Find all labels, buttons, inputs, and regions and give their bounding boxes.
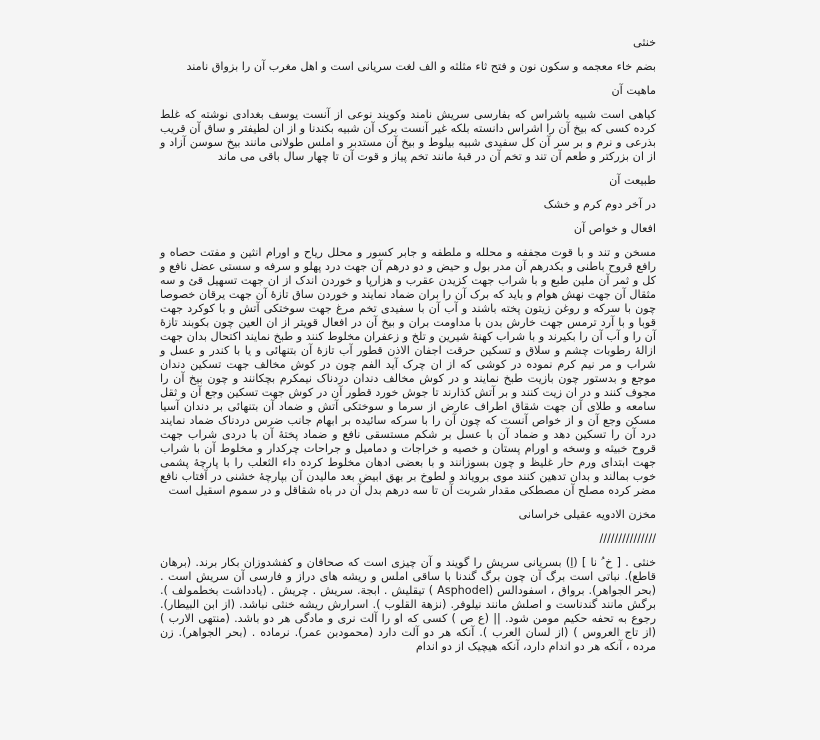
section-heading-temperament: طبیعت آن (609, 174, 656, 187)
separator: /////////////// (599, 532, 656, 545)
section-body-temperament: در آخر دوم کرم و خشک (543, 198, 656, 211)
section-body-properties: مسخن و تند و با قوت مجففه و محلله و ملطفه و جابر کسور و محلل ریاح و اورام انثین و مفتت حصاه و رافع قروح باطنی و بکدرهم آن مدر بول و حیض و دو درهم آن جهت درد پهلو و سرفه و سستی عضل نافع و کل و ثمر آن ملین طبع و با شراب جهت کزیدن عقرب و هزارپا و خوردن اندک از ان جهت تسهیل قئ و سه مثقال آن جهت نهش هوام و باید که برک آن را بران ضماد نمایند و خوردن ساق تازهٔ آن جهت یرقان خصوصا چون با سرکه و روغن زیتون پخته باشند و آب آن با سفیدی تخم مرغ جهت سوختکی آتش و با کوکرد جهت قوبا و با آرد ترمس جهت خارش بدن با مداومت بران و بیخ آن در افعال قویتر از ان العین چون بکوبند تازهٔ آن را و آب آن را بکیرند و با شراب کهنهٔ شیرین و تلخ و زعفران مخلوط کنند و طبخ نمایند اکتحال بدان جهت ازالهٔ رطوبات چشم و سلاق و تسکین حرقت اجفان الاذن قطور آب تازهٔ آن بتنهائی و یا با کندر و عسل و شراب و مر نیم کرم نموده در کوشی که از ان چرک آید الفم چون در کوش مخالف جهت تسکین دندان موجع و بدستور چون بازیت طبخ نمایند و در کوش مخالف دندان دردناک نیمکرم بچکانند و چون بیخ آن را مجوف کنند و در ان زیت کنند و بر آتش کذارند تا جوش خورد قطور آن در کوش جهت تسکین وجع آن و ثقل سامعه و طلای آن جهت شقاق اطراف عارض از سرما و سوختکی آتش و ضماد آن بتنهائی بر دندان آسیا مسکن وجع آن و از خواص آنست که چون آن را با سرکه سائیده بر ابهام جانب ضرس دردناک ضماد نمایند درد آن را تسکین دهد و ضماد آن با عسل بر شکم مستسقی نافع و ضماد پختهٔ آن با دردی شراب جهت قروح خبیثه و وسخه و اورام پستان و خصیه و خراجات و دماميل و جراحات چرکدار و مخلوط آن با شراب جهت ابتدای ورم حار غلیظ و چون بسوزانند و با بعضی ادهان مخلوط کرده داء الثعلب را با پارچهٔ پشمی خوب بمالند و بدان تدهین کنند موی برویاند و لطوخ بر بهق ابیض بعد مالیدن آن بپارچهٔ خشنی در آفتاب نافع مضر کرده مصلح آن مصطکی مقدار شربت آن تا سه درهم بدل آن در باه شقاقل و در سموم اسقیل است (160, 246, 656, 497)
section-heading-properties: افعال و خواص آن (573, 222, 656, 235)
section-body-nature: کیاهی است شبیه باشراس که بفارسی سریش نامند وکویند نوعی از آنست یوسف بغدادی نوشته که غلط کرده کسی که بیخ آن را اشراس دانسته بلکه غیر آنست برک آن شبیه بکندنا و از ان لطیفتر و ساق آن قریب بذرعی و نرم و بر سر آن کل سفیدی شبیه بیلوط و بیخ آن مستدبر و املس طولانی مانند بیخ سوسن آزاد و از ان بزرکتر و طعم آن تند و تخم آن در قبهٔ مانند تخم پیاز و قوت آن تا چهار سال باقی می ماند (160, 108, 656, 163)
entry-intro: بضم خاء معجمه و سکون نون و فتح ثاء مثلثه و الف لغت سریانی است و اهل مغرب آن را بزواق نامند (186, 60, 656, 73)
document-body (160, 36, 656, 664)
section-heading-nature: ماهیت آن (611, 84, 656, 97)
source-citation: مخزن الادویه عقیلی خراسانی (518, 508, 656, 521)
entry-title: خنثی (633, 36, 656, 49)
dictionary-entry: خنثی . [ خ ُ نا ] (اِ) بسریانی سریش را گویند و آن چیزی است که صحافان و کفشدوزان بکار برند. (برهان قاطع). نباتی است برگ آن چون برگ گندنا با ساقی املس و ریشه های دراز و فارسی آن سریش است . (بحر الجواهر). برواق ، اسفودالس (Asphodel ) تیقلیش . ابجة. سریش . چریش . (یادداشت بخطمولف ). برگش مانند گندناست و اصلش مانند نیلوفر. (نزهة القلوب ). اسرارش ریشه خنثی نباشد. (از ابن البیطار). رجوع به تحفه حکیم مومن شود. || (ع ص ) کسی که او را آلت نری و مادگی هر دو باشد. (منتهی الارب ) (از تاج العروس ) (از لسان العرب ). آنکه هر دو آلت دارد (محمودبن عمر). نرماده . (بحر الجواهر). زن مرده ، آنکه هر دو اندام دارد، آنکه هیچیک از دو اندام (160, 556, 656, 653)
